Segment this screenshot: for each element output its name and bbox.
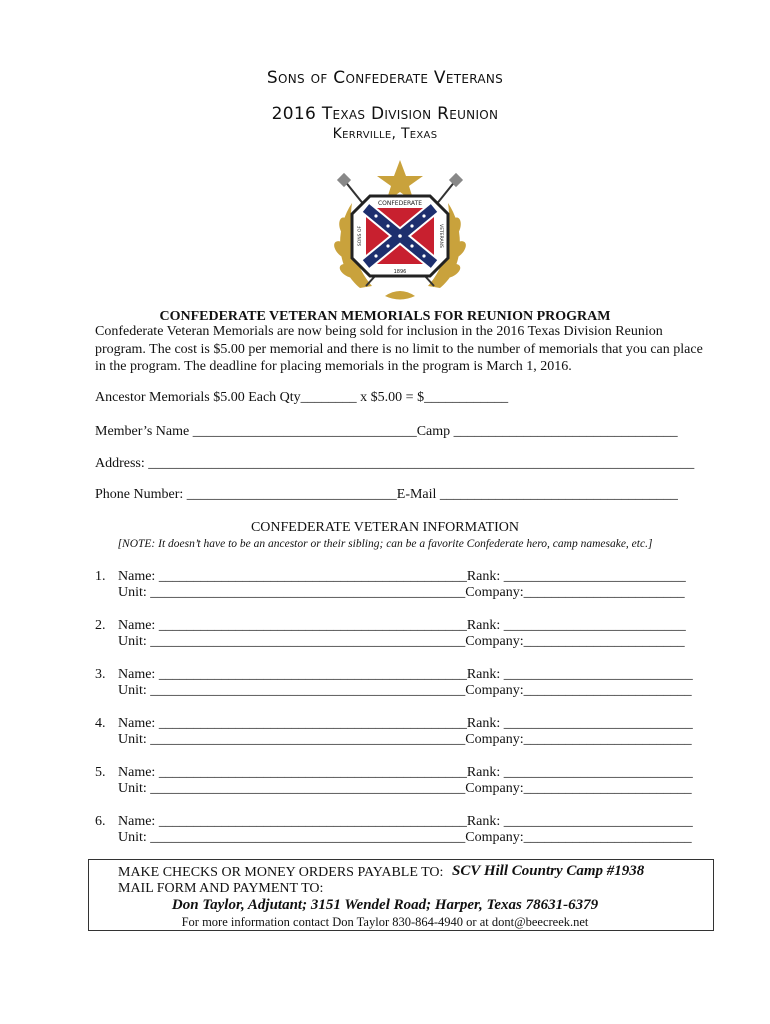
- memorials-qty-field[interactable]: Ancestor Memorials $5.00 Each Qty________ x $5.00 = $____________: [95, 390, 509, 405]
- memorials-paragraph-line2: program. The cost is $5.00 per memorial and there is no limit to the number of memorials that you can place: [95, 342, 703, 357]
- member-name-field[interactable]: Member’s Name ________________________________Camp ________________________________: [95, 424, 678, 439]
- veteran-name-rank-field[interactable]: Name: ____________________________________________Rank: ___________________________: [118, 716, 693, 731]
- memorials-paragraph-line1: Confederate Veteran Memorials are now being sold for inclusion in the 2016 Texas Division Reunion: [95, 324, 663, 339]
- title-event: 2016 Texas Division Reunion: [271, 104, 499, 124]
- veteran-name-rank-field[interactable]: Name: ____________________________________________Rank: ___________________________: [118, 667, 693, 682]
- veteran-number: 3.: [95, 667, 106, 682]
- veteran-number: 2.: [95, 618, 106, 633]
- phone-email-field[interactable]: Phone Number: ______________________________E-Mail __________________________________: [95, 487, 678, 502]
- veteran-name-rank-field[interactable]: Name: ____________________________________________Rank: ___________________________: [118, 814, 693, 829]
- veteran-number: 1.: [95, 569, 106, 584]
- veteran-number: 5.: [95, 765, 106, 780]
- veteran-unit-company-field[interactable]: Unit: _____________________________________________Company:_______________________: [118, 634, 685, 649]
- scv-emblem: [330, 158, 470, 306]
- veteran-unit-company-field[interactable]: Unit: _____________________________________________Company:________________________: [118, 683, 692, 698]
- memorials-paragraph-line3: in the program. The deadline for placing memorials in the program is March 1, 2016.: [95, 359, 572, 374]
- contact-info: For more information contact Don Taylor 830-864-4940 or at dont@beecreek.net: [181, 915, 589, 929]
- veteran-info-note: [NOTE: It doesn’t have to be an ancestor or their sibling; can be a favorite Confederate hero, camp namesake, etc.]: [117, 538, 653, 550]
- emblem-banner-bottom: 1896: [393, 269, 407, 275]
- veteran-name-rank-field[interactable]: Name: ____________________________________________Rank: __________________________: [118, 618, 686, 633]
- payable-label: MAKE CHECKS OR MONEY ORDERS PAYABLE TO:: [118, 865, 444, 880]
- veteran-unit-company-field[interactable]: Unit: _____________________________________________Company:________________________: [118, 781, 692, 796]
- emblem-banner-left: SONS OF: [358, 225, 363, 247]
- mail-label: MAIL FORM AND PAYMENT TO:: [118, 881, 324, 896]
- veteran-unit-company-field[interactable]: Unit: _____________________________________________Company:________________________: [118, 830, 692, 845]
- veteran-name-rank-field[interactable]: Name: ____________________________________________Rank: ___________________________: [118, 765, 693, 780]
- veteran-info-title: CONFEDERATE VETERAN INFORMATION: [250, 520, 520, 535]
- title-location: Kerrville, Texas: [332, 126, 438, 142]
- veteran-unit-company-field[interactable]: Unit: _____________________________________________Company:_______________________: [118, 585, 685, 600]
- veteran-number: 4.: [95, 716, 106, 731]
- mail-address: Don Taylor, Adjutant; 3151 Wendel Road; Harper, Texas 78631-6379: [171, 897, 599, 913]
- emblem-banner-right: VETERANS: [438, 224, 443, 248]
- title-organization: Sons of Confederate Veterans: [266, 68, 504, 88]
- address-field[interactable]: Address: ______________________________________________________________________________: [95, 456, 695, 471]
- memorials-title: CONFEDERATE VETERAN MEMORIALS FOR REUNION PROGRAM: [159, 309, 611, 324]
- payable-to: SCV Hill Country Camp #1938: [452, 863, 645, 879]
- veteran-name-rank-field[interactable]: Name: ____________________________________________Rank: __________________________: [118, 569, 686, 584]
- veteran-unit-company-field[interactable]: Unit: _____________________________________________Company:________________________: [118, 732, 692, 747]
- emblem-banner-top: CONFEDERATE: [377, 200, 423, 207]
- veteran-number: 6.: [95, 814, 106, 829]
- battle-flag-icon: [352, 196, 448, 276]
